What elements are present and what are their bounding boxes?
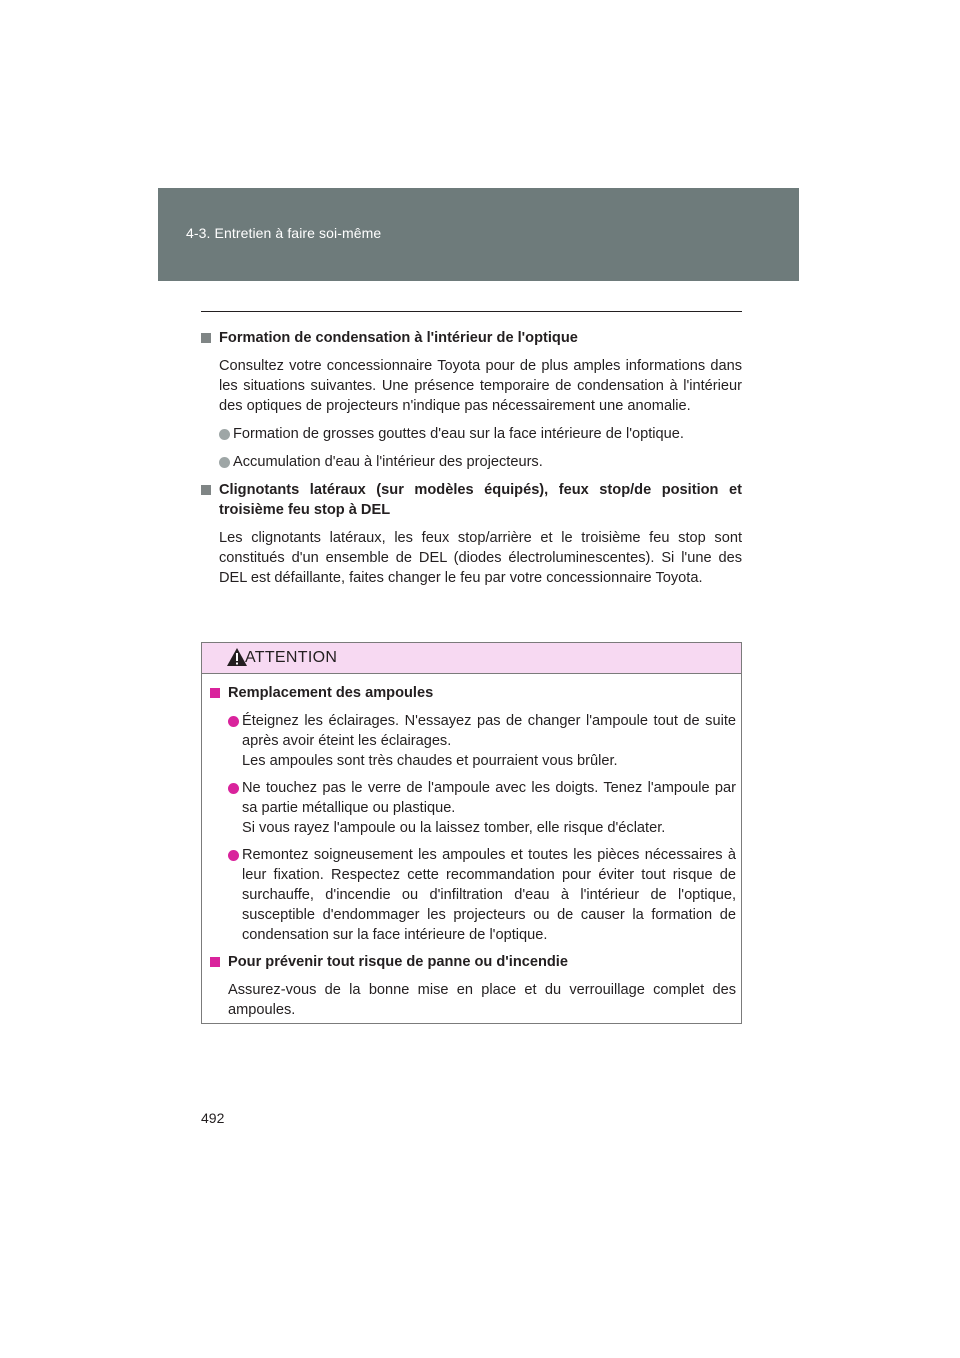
list-item: Éteignez les éclairages. N'essayez pas de changer l'ampoule tout de suite après avoir éteint les éclairages. Les ampoules sont très chaudes et pourraient vous brûler. (210, 711, 736, 771)
warning-heading-fire: Pour prévenir tout risque de panne ou d'incendie (210, 952, 736, 972)
page-number: 492 (201, 1110, 225, 1126)
round-bullet-icon (219, 457, 230, 468)
warning-body (210, 683, 736, 1020)
main-content (201, 328, 742, 596)
list-item: Remontez soigneusement les ampoules et toutes les pièces nécessaires à leur fixation. Respectez cette recommandation pour éviter tout risque de surchauffe, d'incendie ou d'infiltration d'eau à l'intérieur de l'optique, susceptible d'endommager les projecteurs ou de causer la formation de condensation sur la face intérieure de l'optique. (210, 845, 736, 945)
warning-heading-bulbs: Remplacement des ampoules (210, 683, 736, 703)
section-body-led: Les clignotants latéraux, les feux stop/arrière et le troisième feu stop sont constitués d'un ensemble de DEL (diodes électroluminescentes). Si l'une des DEL est défaillante, faites changer le feu par votre concessionnaire Toyota. (219, 530, 742, 586)
list-item: Ne touchez pas le verre de l'ampoule avec les doigts. Tenez l'ampoule par sa partie métallique ou plastique. Si vous rayez l'ampoule ou la laissez tomber, elle risque d'éclater. (210, 778, 736, 838)
section-body-condensation: Consultez votre concessionnaire Toyota pour de plus amples informations dans les situations suivantes. Une présence temporaire de condensation à l'intérieur des optiques de projecteurs n'indique pas nécessairement une anomalie. (219, 358, 742, 414)
round-bullet-icon (228, 850, 239, 861)
divider (201, 311, 742, 312)
round-bullet-icon (228, 783, 239, 794)
list-item: Accumulation d'eau à l'intérieur des projecteurs. (201, 452, 742, 472)
chapter-title: 4-3. Entretien à faire soi-même (186, 225, 382, 241)
section-heading-led: Clignotants latéraux (sur modèles équipés), feux stop/de position et troisième feu stop à DEL (201, 480, 742, 520)
warning-title: ATTENTION (245, 649, 338, 666)
chapter-header (158, 188, 799, 281)
square-bullet-icon (210, 957, 220, 967)
section-heading-condensation: Formation de condensation à l'intérieur de l'optique (201, 328, 742, 348)
square-bullet-icon (210, 688, 220, 698)
list-item: Formation de grosses gouttes d'eau sur la face intérieure de l'optique. (201, 424, 742, 444)
warning-body-fire: Assurez-vous de la bonne mise en place et du verrouillage complet des ampoules. (228, 982, 736, 1018)
square-bullet-icon (201, 333, 211, 343)
warning-box (201, 642, 742, 1024)
square-bullet-icon (201, 485, 211, 495)
round-bullet-icon (228, 716, 239, 727)
round-bullet-icon (219, 429, 230, 440)
warning-header (202, 643, 741, 674)
